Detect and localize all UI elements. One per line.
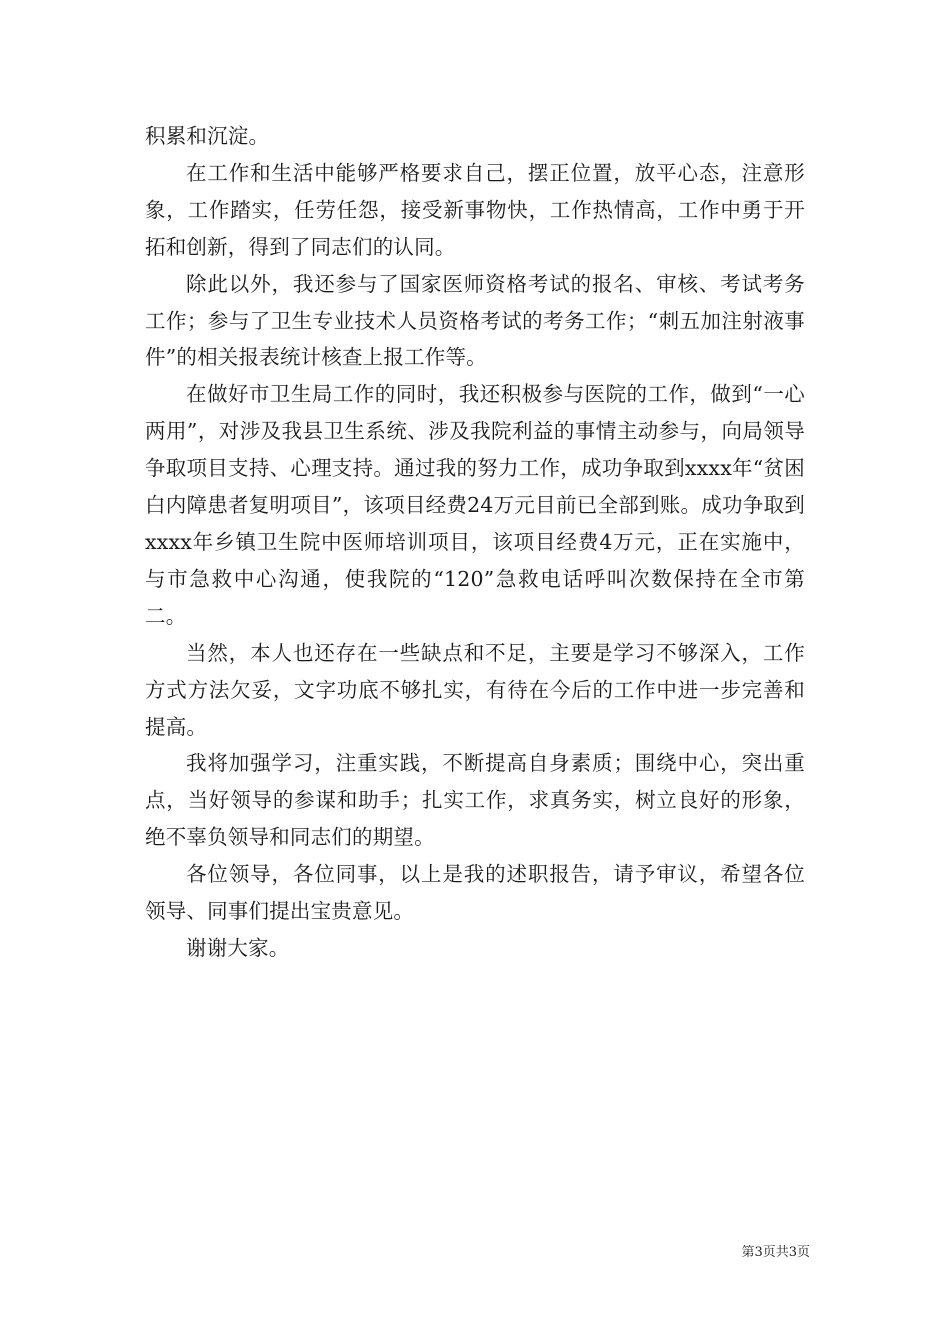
paragraph-work-attitude: 在工作和生活中能够严格要求自己，摆正位置，放平心态，注意形象，工作踏实，任劳任怨，接受新事物快，工作热情高，工作中勇于开拓和创新，得到了同志们的认同。 bbox=[145, 160, 805, 259]
paragraph-closing-request: 各位领导，各位同事，以上是我的述职报告，请予审议，希望各位领导、同事们提出宝贵意见。 bbox=[145, 862, 805, 924]
page-number: 第3页共3页 bbox=[741, 1245, 810, 1260]
document-body bbox=[145, 118, 805, 967]
paragraph-shortcomings: 当然，本人也还存在一些缺点和不足，主要是学习不够深入，工作方式方法欠妥，文字功底不够扎实，有待在今后的工作中进一步完善和提高。 bbox=[145, 640, 805, 739]
paragraph-exam-work: 除此以外，我还参与了国家医师资格考试的报名、审核、考试考务工作；参与了卫生专业技术人员资格考试的考务工作；“刺五加注射液事件”的相关报表统计核查上报工作等。 bbox=[145, 271, 805, 370]
paragraph-future-plans: 我将加强学习，注重实践，不断提高自身素质；围绕中心，突出重点，当好领导的参谋和助手；扎实工作，求真务实，树立良好的形象，绝不辜负领导和同志们的期望。 bbox=[145, 751, 805, 850]
paragraph-continuation: 积累和沉淀。 bbox=[145, 124, 270, 148]
paragraph-thanks: 谢谢大家。 bbox=[186, 935, 290, 960]
paragraph-hospital-work: 在做好市卫生局工作的同时，我还积极参与医院的工作，做到“一心两用”，对涉及我县卫生系统、涉及我院利益的事情主动参与，向局领导争取项目支持、心理支持。通过我的努力工作，成功争取到xxxx年“贫困白内障患者复明项目”，该项目经费24万元目前已全部到账。成功争取到xxxx年乡镇卫生院中医师培训项目，该项目经费4万元，正在实施中，与市急救中心沟通，使我院的“120”急救电话呼叫次数保持在全市第二。 bbox=[145, 382, 805, 628]
